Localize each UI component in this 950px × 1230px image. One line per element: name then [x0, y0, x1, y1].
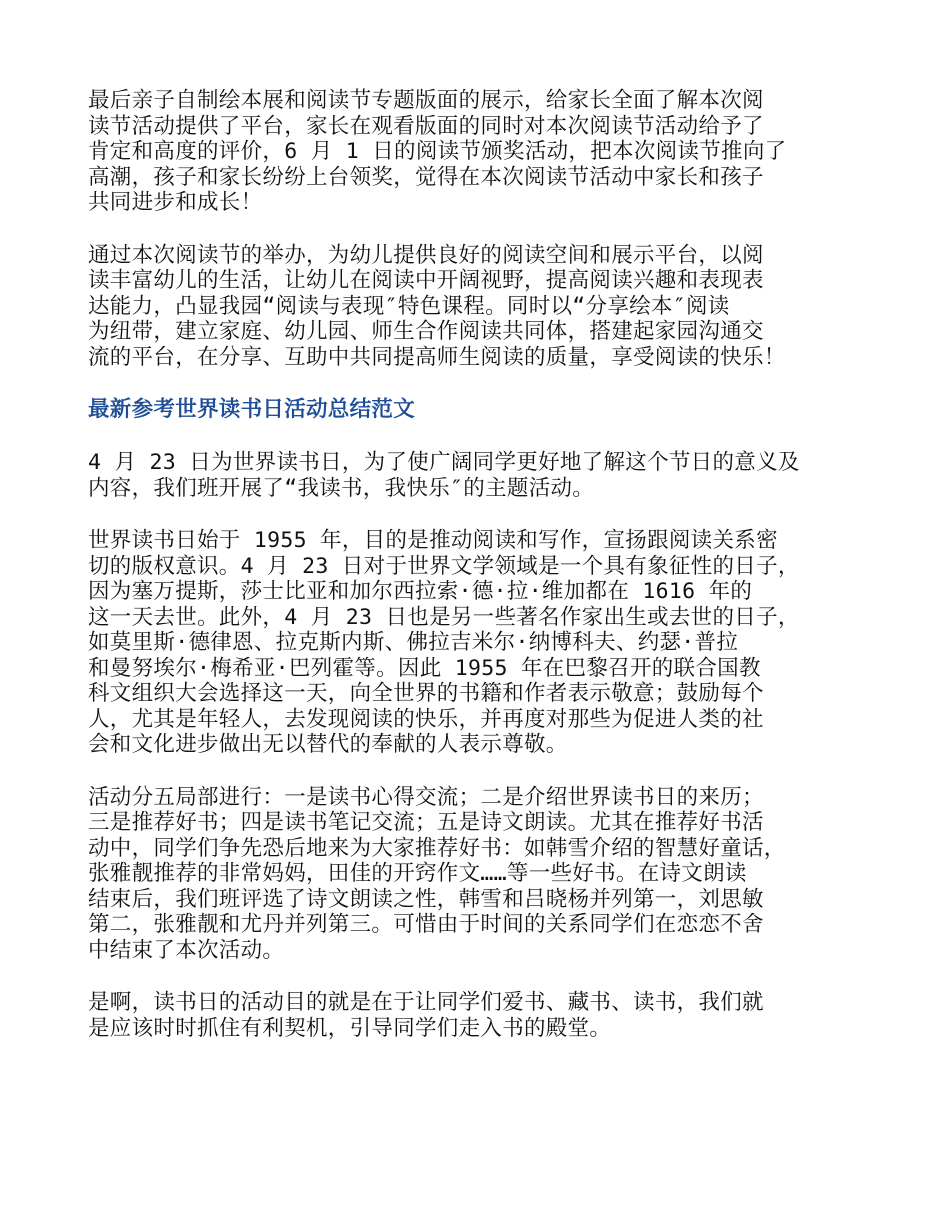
text-line: 科文组织大会选择这一天，向全世界的书籍和作者表示敬意；鼓励每个 — [88, 681, 764, 706]
text-line: 流的平台，在分享、互助中共同提高师生阅读的质量，享受阅读的快乐！ — [88, 344, 786, 370]
text-line: 内容，我们班开展了“我读书，我快乐″的主题活动。 — [88, 475, 595, 501]
text-line: 最后亲子自制绘本展和阅读节专题版面的展示，给家长全面了解本次阅 — [88, 88, 764, 113]
text-line: 共同进步和成长！ — [88, 190, 263, 215]
text-line: 第二，张雅靓和尤丹并列第三。可惜由于时间的关系同学们在恋恋不舍 — [88, 912, 764, 937]
text-line: 因为塞万提斯，莎士比亚和加尔西拉索·德·拉·维加都在 1616 年的 — [88, 579, 753, 604]
paragraph-conclusion — [88, 990, 868, 1041]
text-line: 是啊，读书日的活动目的就是在于让同学们爱书、藏书、读书，我们就 — [88, 990, 764, 1015]
paragraph-reading-festival-summary — [88, 243, 868, 371]
text-line: 世界读书日始于 1955 年，目的是推动阅读和写作，宣扬跟阅读关系密 — [88, 528, 778, 553]
text-line: 和曼努埃尔·梅希亚·巴列霍等。因此 1955 年在巴黎召开的联合国教 — [88, 655, 761, 681]
paragraph-activity-parts — [88, 785, 868, 964]
paragraph-parent-child-exhibition — [88, 88, 868, 216]
text-line: 结束后，我们班评选了诗文朗读之性，韩雪和吕晓杨并列第一，刘思敏 — [88, 886, 764, 912]
text-line: 读节活动提供了平台，家长在观看版面的同时对本次阅读节活动给予了 — [88, 113, 764, 139]
text-line: 张雅靓推荐的非常妈妈，田佳的开窍作文……等一些好书。在诗文朗读 — [88, 861, 747, 886]
text-line: 如莫里斯·德律恩、拉克斯内斯、佛拉吉米尔·纳博科夫、约瑟·普拉 — [88, 630, 739, 655]
text-line: 会和文化进步做出无以替代的奉献的人表示尊敬。 — [88, 732, 568, 757]
document-page — [88, 88, 868, 1068]
text-line: 切的版权意识。4 月 23 日对于世界文学领域是一个具有象征性的日子， — [88, 553, 800, 579]
text-line: 读丰富幼儿的生活，让幼儿在阅读中开阔视野，提高阅读兴趣和表现表 — [88, 268, 764, 293]
text-line: 是应该时时抓住有利契机，引导同学们走入书的殿堂。 — [88, 1015, 612, 1041]
text-line: 达能力，凸显我园“阅读与表现″特色课程。同时以“分享绘本″阅读 — [88, 293, 730, 319]
text-line: 4 月 23 日为世界读书日，为了使广阔同学更好地了解这个节日的意义及 — [88, 450, 800, 475]
text-line: 通过本次阅读节的举办，为幼儿提供良好的阅读空间和展示平台，以阅 — [88, 242, 764, 268]
text-line: 高潮，孩子和家长纷纷上台领奖，觉得在本次阅读节活动中家长和孩子 — [88, 164, 764, 190]
text-line: 这一天去世。此外，4 月 23 日也是另一些著名作家出生或去世的日子， — [88, 604, 800, 630]
paragraph-intro-world-book-day — [88, 450, 868, 501]
text-line: 动中，同学们争先恐后地来为大家推荐好书：如韩雪介绍的智慧好童话， — [88, 835, 786, 861]
text-line: 人，尤其是年轻人，去发现阅读的快乐，并再度对那些为促进人类的社 — [88, 706, 764, 732]
section-heading: 最新参考世界读书日活动总结范文 — [88, 397, 416, 422]
text-line: 中结束了本次活动。 — [88, 937, 285, 963]
paragraph-history-world-book-day — [88, 528, 868, 758]
text-line: 肯定和高度的评价，6 月 1 日的阅读节颁奖活动，把本次阅读节推向了 — [88, 139, 787, 164]
text-line: 为纽带，建立家庭、幼儿园、师生合作阅读共同体，搭建起家园沟通交 — [88, 319, 764, 344]
text-line: 活动分五局部进行：一是读书心得交流；二是介绍世界读书日的来历； — [88, 784, 764, 810]
text-line: 三是推荐好书；四是读书笔记交流；五是诗文朗读。尤其在推荐好书活 — [88, 810, 764, 835]
